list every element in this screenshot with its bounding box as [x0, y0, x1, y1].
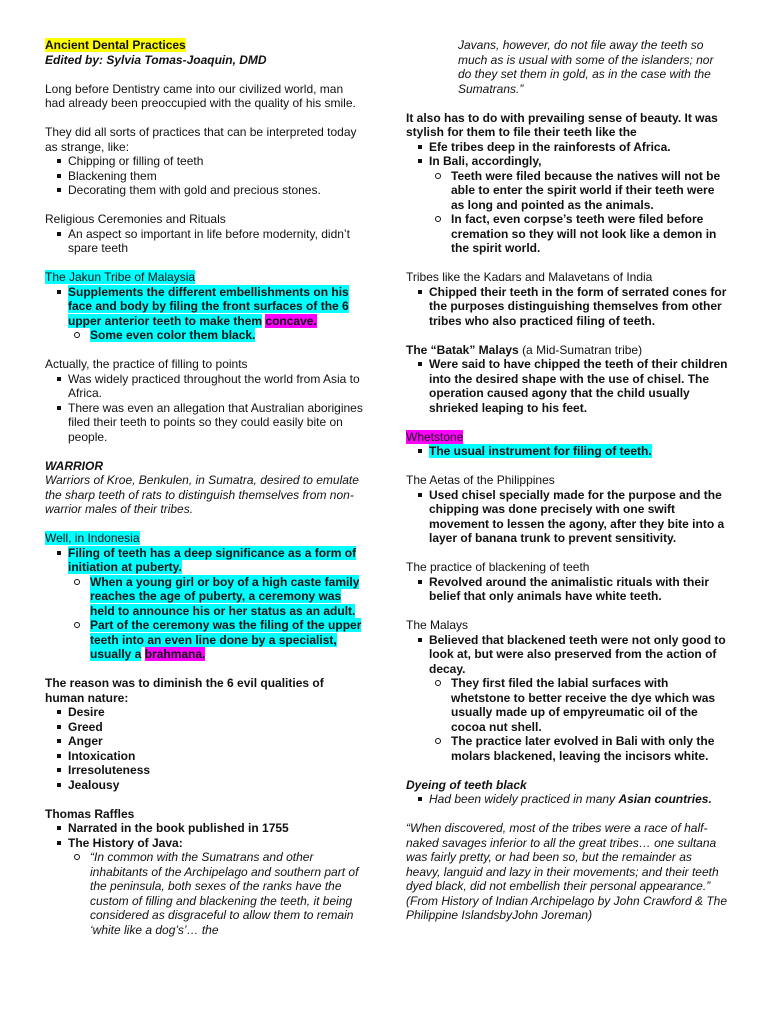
list-item: Had been widely practiced in many Asian countries. [406, 792, 728, 807]
list-item: Believed that blackened teeth were not only good to look at, but were also preserved from the action of decay. [406, 633, 728, 677]
list-item: Narrated in the book published in 1755 [45, 821, 365, 836]
list-item: Anger [45, 734, 365, 749]
reason-text: The reason was to diminish the 6 evil qualities of human nature: [45, 676, 324, 705]
list-item: The practice later evolved in Bali with only the molars blackened, leaving the incisors white. [428, 734, 728, 763]
indonesia-list [45, 546, 365, 575]
quote-continuation: Javans, however, do not file away the teeth so much as is usual with some of the islanders; nor do they set them in gold, as in the case with the Sumatrans.” [458, 38, 714, 96]
list-item: Part of the ceremony was the filing of the upper teeth into an even line done by a specialist, usually a brahmana. [67, 618, 365, 662]
practices-list [45, 154, 365, 198]
jakun-list [45, 285, 365, 329]
indonesia-sublist [67, 575, 365, 662]
warrior-text: Warriors of Kroe, Benkulen, in Sumatra, desired to emulate the sharp teeth of rats to distinguish themselves from non-warrior males of their tribes. [45, 473, 359, 516]
whetstone-list [406, 444, 728, 459]
list-item: Blackening them [45, 169, 365, 184]
final-quote: “When discovered, most of the tribes were a race of half-naked savages inferior to all the great tribes… one sultana was fairly pretty, or had been so, but the remainder as heavy, languid and lazy in their movements; and their teeth dyed black, did not embellish their personal appearance.” (From History of Indian Archipelago by John Crawford & The Philippine IslandsbyJohn Joreman) [406, 821, 728, 922]
whetstone-heading: Whetstone [406, 429, 464, 444]
right-column [406, 38, 728, 923]
malays-sublist [428, 676, 728, 763]
dyeing-list [406, 792, 728, 807]
list-item: Some even color them black. [67, 328, 365, 343]
points-heading: Actually, the practice of filling to points [45, 357, 248, 371]
list-item: In fact, even corpse’s teeth were filed before cremation so they will not look like a demon in the spirit world. [428, 212, 728, 256]
list-item: Decorating them with gold and precious stones. [45, 183, 365, 198]
list-item: Supplements the different embellishments on his face and body by filing the front surfaces of the 6 upper anterior teeth to make them concave. [45, 285, 365, 329]
document-title: Ancient Dental Practices [45, 38, 186, 52]
raffles-sublist [67, 850, 365, 937]
beauty-text: It also has to do with prevailing sense of beauty. It was stylish for them to file their teeth like the [406, 110, 718, 139]
jakun-heading: The Jakun Tribe of Malaysia [45, 270, 196, 284]
aetas-heading: The Aetas of the Philippines [406, 473, 555, 487]
list-item: Were said to have chipped the teeth of their children into the desired shape with the use of chisel. The operation caused agony that the child usually shrieked leaping to his feet. [406, 357, 728, 415]
practices-intro: They did all sorts of practices that can be interpreted today as strange, like: [45, 125, 357, 154]
beauty-list [406, 140, 728, 169]
qualities-list [45, 705, 365, 792]
list-item: Jealousy [45, 778, 365, 793]
list-item: In Bali, accordingly, [406, 154, 728, 169]
batak-list [406, 357, 728, 415]
list-item: “In common with the Sumatrans and other inhabitants of the Archipelago and southern part of the peninsula, both sexes of the ranks have the custom of filling and blackening the teeth, it being considered as disgraceful to allow them to remain ‘white like a dog’s’… the [67, 850, 365, 937]
religious-list [45, 227, 365, 256]
warrior-heading: WARRIOR [45, 458, 103, 473]
list-item: The History of Java: [45, 836, 365, 851]
batak-heading: The “Batak” Malays (a Mid-Sumatran tribe) [406, 342, 643, 357]
blackening-list [406, 575, 728, 604]
list-item: Filing of teeth has a deep significance as a form of initiation at puberty. [45, 546, 365, 575]
religious-heading: Religious Ceremonies and Rituals [45, 212, 226, 226]
list-item: Teeth were filed because the natives will not be able to enter the spirit world if their teeth were as long and pointed as the animals. [428, 169, 728, 213]
list-item: Intoxication [45, 749, 365, 764]
list-item: Revolved around the animalistic rituals with their belief that only animals have white teeth. [406, 575, 728, 604]
raffles-list [45, 821, 365, 850]
aetas-list [406, 488, 728, 546]
indonesia-heading: Well, in Indonesia [45, 531, 140, 545]
list-item: Used chisel specially made for the purpose and the chipping was done precisely with one swift movement to lessen the agony, after they bite into a layer of banana trunk to prevent sensitivity. [406, 488, 728, 546]
jakun-sublist [67, 328, 365, 343]
left-column [45, 38, 365, 937]
editor-line: Edited by: Sylvia Tomas-Joaquin, DMD [45, 52, 267, 67]
list-item: Greed [45, 720, 365, 735]
raffles-heading: Thomas Raffles [45, 806, 135, 821]
list-item: Irresoluteness [45, 763, 365, 778]
malays-heading: The Malays [406, 618, 469, 632]
kadars-list [406, 285, 728, 329]
points-list [45, 372, 365, 445]
list-item: The usual instrument for filing of teeth. [406, 444, 728, 459]
bali-sublist [428, 169, 728, 256]
malays-list [406, 633, 728, 677]
list-item: Efe tribes deep in the rainforests of Africa. [406, 140, 728, 155]
list-item: Chipped their teeth in the form of serrated cones for the purposes distinguishing themselves from other tribes who also practiced filing of teeth. [406, 285, 728, 329]
blackening-heading: The practice of blackening of teeth [406, 560, 590, 574]
dyeing-heading: Dyeing of teeth black [406, 777, 527, 792]
list-item: Desire [45, 705, 365, 720]
list-item: Was widely practiced throughout the world from Asia to Africa. [45, 372, 365, 401]
intro-paragraph: Long before Dentistry came into our civilized world, man had already been preoccupied with the quality of his smile. [45, 81, 356, 110]
kadars-heading: Tribes like the Kadars and Malavetans of India [406, 270, 653, 284]
list-item: They first filed the labial surfaces with whetstone to better receive the dye which was usually made up of empyreumatic oil of the cocoa nut shell. [428, 676, 728, 734]
list-item: An aspect so important in life before modernity, didn’t spare teeth [45, 227, 365, 256]
list-item: There was even an allegation that Australian aborigines filed their teeth to points so they could easily bite on people. [45, 401, 365, 445]
list-item: When a young girl or boy of a high caste family reaches the age of puberty, a ceremony was held to announce his or her status as an adult. [67, 575, 365, 619]
list-item: Chipping or filling of teeth [45, 154, 365, 169]
